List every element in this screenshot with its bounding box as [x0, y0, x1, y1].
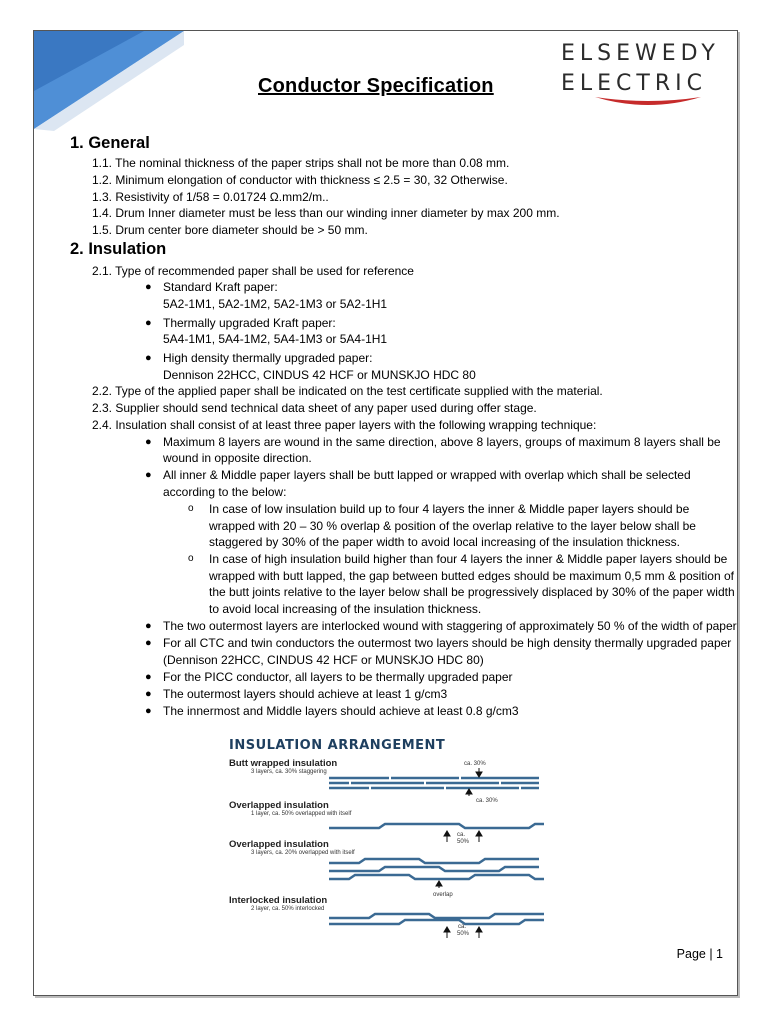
figure-panel-label: Overlapped insulation — [229, 839, 329, 850]
bullet-icon: ● — [145, 637, 152, 649]
figure-panel-label: Interlocked insulation — [229, 895, 328, 906]
list-item: 1.3. Resistivity of 1/58 = 0.01724 Ω.mm2/m.. — [92, 190, 329, 204]
bullet-icon: ● — [145, 352, 152, 364]
list-item: 2.4. Insulation shall consist of at least three paper layers with the following wrapping technique: — [92, 418, 597, 432]
figure-panel-label: Overlapped insulation — [229, 800, 329, 811]
sub-bullet-text: In case of high insulation build higher than four 4 layers the inner & Middle paper layers should be — [209, 552, 728, 566]
bullet-text: (Dennison 22HCC, CINDUS 42 HCF or MUNSKJO HDC 80) — [163, 653, 484, 667]
insulation-diagram — [229, 738, 549, 938]
insulation-arrangement-figure — [229, 738, 549, 938]
figure-panel-label: Butt wrapped insulation — [229, 758, 338, 769]
sub-bullet-text: wrapped with butt lapped, the gap between butted edges should be maximum 0,5 mm & position of — [209, 569, 734, 583]
page-title: Conductor Specification — [258, 75, 494, 97]
list-item: 1.2. Minimum elongation of conductor with thickness ≤ 2.5 = 30, 32 Otherwise. — [92, 173, 508, 187]
document-page — [33, 30, 738, 996]
figure-annotation: ca. — [458, 924, 467, 930]
bullet-text: Maximum 8 layers are wound in the same direction, above 8 layers, groups of maximum 8 layers shall be — [163, 435, 721, 449]
figure-panel-sublabel: 2 layer, ca. 50% interlocked — [251, 906, 325, 912]
bullet-text: For the PICC conductor, all layers to be thermally upgraded paper — [163, 670, 513, 684]
sub-bullet-text: to avoid local increasing of the insulation thickness. — [209, 602, 482, 616]
bullet-icon: ● — [145, 436, 152, 448]
heading-general: 1. General — [70, 134, 150, 152]
figure-panel-sublabel: 3 layers, ca. 30% staggering — [251, 769, 327, 775]
paper-name: Standard Kraft paper: — [163, 280, 278, 294]
bullet-text: The innermost and Middle layers should achieve at least 0.8 g/cm3 — [163, 704, 519, 718]
figure-annotation: ca. 30% — [464, 761, 486, 767]
page-number: Page | 1 — [676, 947, 723, 961]
figure-panel-sublabel: 1 layer, ca. 50% overlapped with itself — [251, 811, 352, 817]
bullet-text: according to the below: — [163, 485, 287, 499]
bullet-text: For all CTC and twin conductors the outermost two layers should be high density thermally upgraded paper — [163, 636, 732, 650]
bullet-icon: ● — [145, 281, 152, 293]
bullet-text: wound in opposite direction. — [163, 451, 312, 465]
logo-text-line2: ELECTRIC — [561, 71, 707, 96]
figure-annotation: overlap — [433, 892, 453, 898]
figure-annotation: 50% — [457, 931, 470, 937]
logo-text-line1: ELSEWEDY — [561, 41, 720, 66]
bullet-text: All inner & Middle paper layers shall be butt lapped or wrapped with overlap which shall be selected — [163, 468, 691, 482]
figure-annotation: 50% — [457, 839, 470, 845]
bullet-icon: ● — [145, 317, 152, 329]
paper-grades: Dennison 22HCC, CINDUS 42 HCF or MUNSKJO HDC 80 — [163, 368, 476, 382]
bullet-icon: ● — [145, 671, 152, 683]
paper-grades: 5A4-1M1, 5A4-1M2, 5A4-1M3 or 5A4-1H1 — [163, 332, 388, 346]
figure-annotation: ca. — [457, 832, 466, 838]
paper-grades: 5A2-1M1, 5A2-1M2, 5A2-1M3 or 5A2-1H1 — [163, 297, 388, 311]
list-item: 2.2. Type of the applied paper shall be indicated on the test certificate supplied with the material. — [92, 384, 603, 398]
list-item: 1.5. Drum center bore diameter should be > 50 mm. — [92, 223, 368, 237]
list-item: 2.1. Type of recommended paper shall be used for reference — [92, 264, 414, 278]
paper-name: Thermally upgraded Kraft paper: — [163, 316, 336, 330]
corner-decoration — [34, 31, 194, 131]
sub-bullet-text: In case of low insulation build up to four 4 layers the inner & Middle paper layers should be — [209, 502, 690, 516]
circle-bullet-icon: o — [188, 553, 194, 564]
company-logo — [561, 39, 729, 117]
bullet-text: The two outermost layers are interlocked wound with staggering of approximately 50 % of the width of paper — [163, 619, 737, 633]
bullet-icon: ● — [145, 620, 152, 632]
circle-bullet-icon: o — [188, 503, 194, 514]
figure-annotation: ca. 30% — [476, 798, 498, 804]
logo-swoosh-icon — [593, 95, 703, 109]
list-item: 1.4. Drum Inner diameter must be less than our winding inner diameter by max 200 mm. — [92, 206, 560, 220]
bullet-icon: ● — [145, 688, 152, 700]
bullet-icon: ● — [145, 469, 152, 481]
figure-panel-sublabel: 3 layers, ca. 20% overlapped with itself — [251, 850, 355, 856]
list-item: 2.3. Supplier should send technical data sheet of any paper used during offer stage. — [92, 401, 537, 415]
paper-name: High density thermally upgraded paper: — [163, 351, 373, 365]
bullet-icon: ● — [145, 705, 152, 717]
list-item: 1.1. The nominal thickness of the paper strips shall not be more than 0.08 mm. — [92, 156, 510, 170]
figure-title: INSULATION ARRANGEMENT — [229, 738, 446, 753]
sub-bullet-text: the butt joints relative to the layer below shall be progressively displaced by 30% of the paper width — [209, 585, 735, 599]
sub-bullet-text: wrapped with 20 – 30 % overlap & position of the overlap relative to the layer below shall be — [209, 519, 696, 533]
heading-insulation: 2. Insulation — [70, 240, 167, 258]
bullet-text: The outermost layers should achieve at least 1 g/cm3 — [163, 687, 448, 701]
sub-bullet-text: staggered by 30% of the paper width to avoid local increasing of the insulation thickness. — [209, 535, 680, 549]
